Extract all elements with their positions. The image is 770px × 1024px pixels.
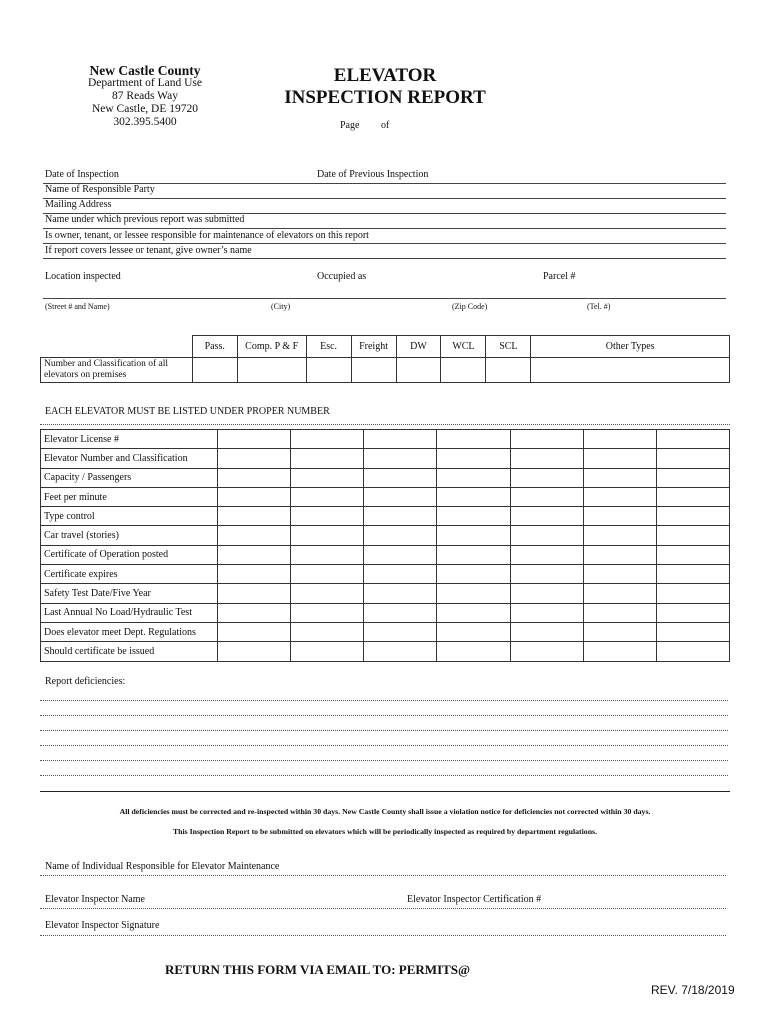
col-other: Other Types xyxy=(531,336,730,358)
input-cell[interactable] xyxy=(656,468,729,487)
col-scl: SCL xyxy=(486,336,531,358)
elevator-row-label: Elevator Number and Classification xyxy=(41,449,218,468)
elevator-row-label: Should certificate be issued xyxy=(41,642,218,661)
input-cell[interactable] xyxy=(510,565,583,584)
input-cell[interactable] xyxy=(583,622,656,641)
occupied-label: Occupied as xyxy=(317,271,367,282)
input-cell[interactable] xyxy=(364,622,437,641)
classification-header-row xyxy=(41,336,730,358)
input-cell[interactable] xyxy=(583,449,656,468)
elevator-row-label: Capacity / Passengers xyxy=(41,468,218,487)
location-label: Location inspected xyxy=(45,271,121,282)
input-cell[interactable] xyxy=(364,565,437,584)
elevator-row-label: Certificate expires xyxy=(41,565,218,584)
input-cell[interactable] xyxy=(656,430,729,449)
table-row xyxy=(41,468,730,487)
table-row xyxy=(41,449,730,468)
blank-cell xyxy=(41,336,193,358)
col-comp: Comp. P & F xyxy=(237,336,306,358)
revision-label: REV. 7/18/2019 xyxy=(651,983,735,997)
deficiency-end-rule xyxy=(40,791,730,792)
inspector-name-label: Elevator Inspector Name xyxy=(45,894,145,905)
table-row xyxy=(41,526,730,545)
input-cell[interactable] xyxy=(583,565,656,584)
address-line[interactable] xyxy=(43,298,726,299)
elevator-row-label: Type control xyxy=(41,507,218,526)
owner-name-label: If report covers lessee or tenant, give owner’s name xyxy=(45,245,252,256)
input-cell[interactable] xyxy=(218,622,291,641)
col-pass: Pass. xyxy=(192,336,237,358)
city-hint: (City) xyxy=(271,302,291,311)
table-row xyxy=(41,430,730,449)
input-cell[interactable] xyxy=(364,507,437,526)
table-row xyxy=(41,507,730,526)
page-label: Page xyxy=(340,120,360,131)
elevator-row-label: Last Annual No Load/Hydraulic Test xyxy=(41,603,218,622)
list-heading: EACH ELEVATOR MUST BE LISTED UNDER PROPER NUMBER xyxy=(45,406,330,417)
input-cell[interactable] xyxy=(437,526,510,545)
input-cell[interactable] xyxy=(510,584,583,603)
maintenance-label: Name of Individual Responsible for Elevator Maintenance xyxy=(45,861,280,872)
input-cell[interactable] xyxy=(364,430,437,449)
input-cell[interactable] xyxy=(437,468,510,487)
parcel-label: Parcel # xyxy=(543,271,576,282)
input-cell[interactable] xyxy=(656,622,729,641)
field-line[interactable] xyxy=(40,875,726,876)
table-row xyxy=(41,642,730,661)
input-cell[interactable] xyxy=(306,358,351,383)
date-previous-label: Date of Previous Inspection xyxy=(317,169,429,180)
classification-value-row xyxy=(41,358,730,383)
input-cell[interactable] xyxy=(218,642,291,661)
input-cell[interactable] xyxy=(396,358,441,383)
input-cell[interactable] xyxy=(218,449,291,468)
input-cell[interactable] xyxy=(437,430,510,449)
deficiency-line[interactable] xyxy=(40,745,728,746)
input-cell[interactable] xyxy=(583,603,656,622)
org-block xyxy=(60,64,230,129)
input-cell[interactable] xyxy=(656,584,729,603)
inspector-signature-label: Elevator Inspector Signature xyxy=(45,920,160,931)
input-cell[interactable] xyxy=(291,487,364,506)
input-cell[interactable] xyxy=(291,449,364,468)
input-cell[interactable] xyxy=(437,603,510,622)
input-cell[interactable] xyxy=(437,642,510,661)
input-cell[interactable] xyxy=(291,622,364,641)
input-cell[interactable] xyxy=(510,642,583,661)
input-cell[interactable] xyxy=(364,603,437,622)
input-cell[interactable] xyxy=(291,642,364,661)
input-cell[interactable] xyxy=(656,507,729,526)
input-cell[interactable] xyxy=(437,622,510,641)
input-cell[interactable] xyxy=(218,468,291,487)
input-cell[interactable] xyxy=(656,603,729,622)
col-dw: DW xyxy=(396,336,441,358)
input-cell[interactable] xyxy=(218,487,291,506)
field-line[interactable] xyxy=(43,243,726,244)
input-cell[interactable] xyxy=(364,449,437,468)
elevator-row-label: Certificate of Operation posted xyxy=(41,545,218,564)
input-cell[interactable] xyxy=(351,358,396,383)
input-cell[interactable] xyxy=(437,487,510,506)
table-row xyxy=(41,565,730,584)
input-cell[interactable] xyxy=(291,468,364,487)
input-cell[interactable] xyxy=(364,526,437,545)
field-line[interactable] xyxy=(43,198,726,199)
tel-hint: (Tel. #) xyxy=(587,302,611,311)
deficiency-line[interactable] xyxy=(40,700,728,701)
input-cell[interactable] xyxy=(437,449,510,468)
input-cell[interactable] xyxy=(583,507,656,526)
elevator-row-label: Does elevator meet Dept. Regulations xyxy=(41,622,218,641)
elevator-row-label: Elevator License # xyxy=(41,430,218,449)
input-cell[interactable] xyxy=(218,507,291,526)
input-cell[interactable] xyxy=(291,526,364,545)
input-cell[interactable] xyxy=(291,584,364,603)
field-line[interactable] xyxy=(40,908,726,909)
col-wcl: WCL xyxy=(441,336,486,358)
elevator-row-label: Safety Test Date/Five Year xyxy=(41,584,218,603)
input-cell[interactable] xyxy=(437,565,510,584)
input-cell[interactable] xyxy=(364,584,437,603)
title-line1: ELEVATOR xyxy=(333,65,437,86)
input-cell[interactable] xyxy=(510,449,583,468)
dotted-separator xyxy=(40,424,730,425)
deficiency-line[interactable] xyxy=(40,715,728,716)
input-cell[interactable] xyxy=(656,545,729,564)
field-line[interactable] xyxy=(43,228,726,229)
org-street: 87 Reads Way xyxy=(112,90,178,102)
input-cell[interactable] xyxy=(583,526,656,545)
zip-hint: (Zip Code) xyxy=(452,302,488,311)
of-label: of xyxy=(381,120,390,131)
elevator-table-body xyxy=(41,430,730,662)
input-cell[interactable] xyxy=(486,358,531,383)
table-row xyxy=(41,545,730,564)
input-cell[interactable] xyxy=(291,545,364,564)
deficiency-line[interactable] xyxy=(40,760,728,761)
table-row xyxy=(41,584,730,603)
owner-question-label: Is owner, tenant, or lessee responsible for maintenance of elevators on this report xyxy=(45,230,369,241)
input-cell[interactable] xyxy=(364,545,437,564)
table-row xyxy=(41,487,730,506)
signature-line[interactable] xyxy=(40,935,726,936)
input-cell[interactable] xyxy=(291,430,364,449)
input-cell[interactable] xyxy=(510,526,583,545)
org-city: New Castle, DE 19720 xyxy=(91,103,199,115)
previous-report-label: Name under which previous report was submitted xyxy=(45,214,245,225)
input-cell[interactable] xyxy=(291,603,364,622)
input-cell[interactable] xyxy=(218,545,291,564)
elevator-table xyxy=(40,429,730,662)
table-row xyxy=(41,603,730,622)
form-title xyxy=(255,65,515,109)
input-cell[interactable] xyxy=(583,584,656,603)
mailing-address-label: Mailing Address xyxy=(45,199,112,210)
input-cell[interactable] xyxy=(218,584,291,603)
input-cell[interactable] xyxy=(656,487,729,506)
org-name: New Castle County xyxy=(89,63,201,78)
street-hint: (Street # and Name) xyxy=(45,302,110,311)
input-cell[interactable] xyxy=(218,603,291,622)
input-cell[interactable] xyxy=(510,622,583,641)
input-cell[interactable] xyxy=(583,468,656,487)
org-dept: Department of Land Use xyxy=(87,77,202,89)
table-row xyxy=(41,622,730,641)
input-cell[interactable] xyxy=(510,468,583,487)
input-cell[interactable] xyxy=(531,358,730,383)
input-cell[interactable] xyxy=(192,358,237,383)
col-esc: Esc. xyxy=(306,336,351,358)
input-cell[interactable] xyxy=(437,545,510,564)
classification-table xyxy=(40,335,730,383)
classification-row-label: Number and Classification of all elevators on premises xyxy=(41,358,193,383)
input-cell[interactable] xyxy=(510,430,583,449)
input-cell[interactable] xyxy=(291,507,364,526)
input-cell[interactable] xyxy=(218,430,291,449)
return-instructions: RETURN THIS FORM VIA EMAIL TO: PERMITS@ xyxy=(165,962,471,977)
input-cell[interactable] xyxy=(656,565,729,584)
input-cell[interactable] xyxy=(364,642,437,661)
inspector-cert-label: Elevator Inspector Certification # xyxy=(407,894,542,905)
responsible-party-label: Name of Responsible Party xyxy=(45,184,155,195)
field-line[interactable] xyxy=(43,258,726,259)
input-cell[interactable] xyxy=(441,358,486,383)
input-cell[interactable] xyxy=(218,565,291,584)
input-cell[interactable] xyxy=(364,487,437,506)
input-cell[interactable] xyxy=(510,487,583,506)
deficiencies-label: Report deficiencies: xyxy=(45,676,126,687)
input-cell[interactable] xyxy=(364,468,437,487)
deficiency-line[interactable] xyxy=(40,775,728,776)
input-cell[interactable] xyxy=(583,430,656,449)
input-cell[interactable] xyxy=(437,584,510,603)
title-line2: INSPECTION REPORT xyxy=(284,87,486,108)
input-cell[interactable] xyxy=(237,358,306,383)
input-cell[interactable] xyxy=(218,526,291,545)
col-freight: Freight xyxy=(351,336,396,358)
input-cell[interactable] xyxy=(583,487,656,506)
input-cell[interactable] xyxy=(510,603,583,622)
input-cell[interactable] xyxy=(291,565,364,584)
input-cell[interactable] xyxy=(510,507,583,526)
elevator-row-label: Feet per minute xyxy=(41,487,218,506)
org-phone: 302.395.5400 xyxy=(113,116,177,128)
input-cell[interactable] xyxy=(656,642,729,661)
elevator-row-label: Car travel (stories) xyxy=(41,526,218,545)
submission-notice: This Inspection Report to be submitted on elevators which will be periodically inspected as required by department regulations. xyxy=(172,827,598,836)
input-cell[interactable] xyxy=(437,507,510,526)
input-cell[interactable] xyxy=(583,545,656,564)
input-cell[interactable] xyxy=(583,642,656,661)
input-cell[interactable] xyxy=(656,449,729,468)
input-cell[interactable] xyxy=(656,526,729,545)
deficiency-line[interactable] xyxy=(40,730,728,731)
deficiency-notice: All deficiencies must be corrected and re-inspected within 30 days. New Castle County shall issue a violation notice for deficiencies not corrected within 30 days. xyxy=(119,807,651,816)
input-cell[interactable] xyxy=(510,545,583,564)
date-of-inspection-label: Date of Inspection xyxy=(45,169,119,180)
